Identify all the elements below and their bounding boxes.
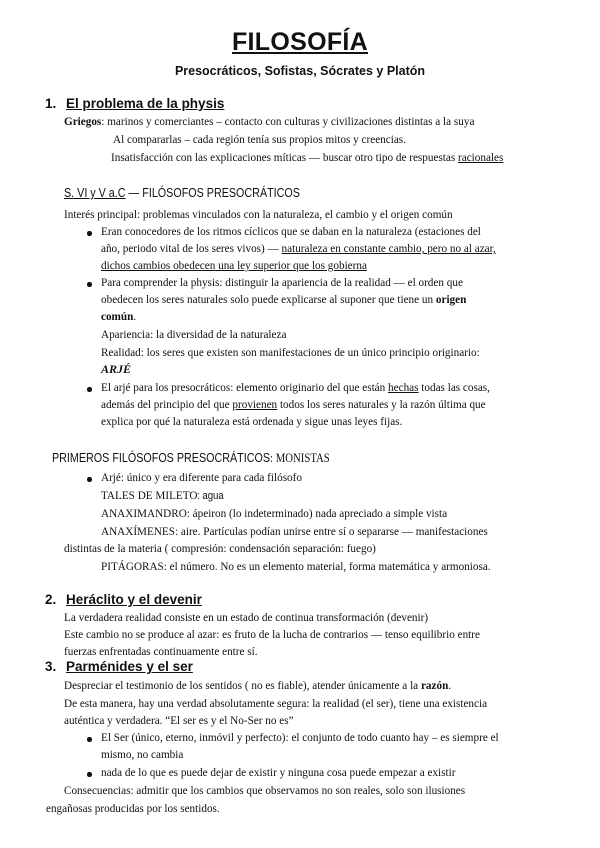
text-span: además del principio del que [101, 399, 233, 411]
text-line: distintas de la materia ( compresión: condensación separación: fuego) [64, 543, 376, 555]
bullet-icon [87, 477, 92, 482]
text-span: año, periodo vital de los seres vivos) — [101, 243, 282, 255]
bullet-icon [87, 282, 92, 287]
text-line [101, 489, 229, 503]
text-line [111, 151, 503, 165]
bold-term: común [101, 311, 134, 323]
text-line [101, 398, 486, 412]
page-title: FILOSOFÍA [231, 28, 369, 56]
text-line: El Ser (único, eterno, inmóvil y perfecto): el conjunto de todo cuanto hay – es siempre el [101, 732, 499, 744]
section-title: Parménides y el ser [66, 659, 193, 674]
section-title: El problema de la physis [66, 96, 225, 111]
text-line: PITÁGORAS: el número. No es un elemento material, forma matemática y armoniosa. [101, 561, 491, 573]
section-number: 2. [45, 592, 57, 607]
text-line: Arjé: único y era diferente para cada filósofo [101, 472, 302, 484]
section-title: Heráclito y el devenir [66, 592, 202, 607]
text-line [64, 115, 474, 129]
page-subtitle: Presocráticos, Sofistas, Sócrates y Platón [174, 64, 426, 78]
text-line [101, 242, 496, 256]
text-line: De esta manera, hay una verdad absolutamente segura: la realidad (el ser), tiene una existencia [64, 698, 488, 710]
text-line: Apariencia: la diversidad de la naturaleza [101, 329, 287, 341]
text-line [101, 293, 466, 307]
text-line: mismo, no cambia [101, 749, 184, 761]
bold-term: origen [435, 294, 467, 306]
bold-term: razón [420, 680, 449, 692]
text-line: auténtica y verdadera. “El ser es y el No-Ser no es” [64, 715, 294, 727]
subsection-label: : MONISTAS [270, 451, 330, 465]
text-span: todos los seres naturales y la razón última que [277, 399, 486, 411]
bullet-icon [87, 231, 92, 236]
bold-term: Griegos [64, 116, 102, 128]
text-span: El arjé para los presocráticos: elemento originario del que están [101, 382, 389, 394]
philosopher-arje: : agua [197, 490, 225, 502]
text-line [64, 679, 451, 693]
section-2-heading [45, 592, 202, 607]
text-line: Realidad: los seres que existen son manifestaciones de un único principio originario: [101, 347, 480, 359]
underlined-term: hechas [388, 382, 419, 394]
text-line: Al compararlas – cada región tenía sus propios mitos y creencias. [113, 134, 406, 146]
section-number: 1. [45, 96, 57, 111]
text-line: Interés principal: problemas vinculados con la naturaleza, el cambio y el origen común [64, 209, 453, 221]
date-range: S. VI y V a.C [64, 186, 126, 200]
underlined-term: naturaleza en constante cambio, pero no al azar, [281, 243, 496, 255]
text-line: Para comprender la physis: distinguir la apariencia de la realidad — el orden que [101, 277, 463, 289]
text-line: ANAXÍMENES: aire. Partículas podían unirse entre sí o separarse — manifestaciones [101, 526, 488, 538]
text-line: Este cambio no se produce al azar: es fruto de la lucha de contrarios — tenso equilibrio entre [64, 629, 480, 641]
text-span: Insatisfacción con las explicaciones míticas — buscar otro tipo de respuestas [111, 152, 459, 164]
philosopher-name: TALES DE MILETO [101, 490, 198, 502]
section-3-heading [45, 659, 193, 674]
text-span: . [133, 311, 137, 323]
text-line: La verdadera realidad consiste en un estado de continua transformación (devenir) [64, 612, 429, 624]
text-line: fuerzas enfrentadas continuamente entre sí. [64, 646, 258, 658]
underlined-term: racionales [458, 152, 504, 164]
bullet-icon [87, 772, 92, 777]
section-1-heading [45, 96, 224, 111]
text-line [101, 381, 490, 395]
arje-term: ARJÉ [101, 362, 132, 376]
text-line: dichos cambios obedecen una ley superior que los gobierna [101, 260, 367, 272]
section-number: 3. [45, 659, 57, 674]
text-line: nada de lo que es puede dejar de existir y ninguna cosa puede empezar a existir [101, 767, 456, 779]
text-span: obedecen los seres naturales solo puede explicarse al suponer que tiene un [101, 294, 436, 306]
bullet-icon [87, 387, 92, 392]
text-span: todas las cosas, [418, 382, 490, 394]
subsection-heading [64, 186, 300, 200]
text-line: Eran conocedores de los ritmos cíclicos que se daban en la naturaleza (estaciones del [101, 226, 481, 238]
text-line [101, 310, 136, 324]
text-span: : marinos y comerciantes – contacto con culturas y civilizaciones distintas a la suya [101, 116, 475, 128]
text-span: Despreciar el testimonio de los sentidos ( no es fiable), atender únicamente a la [64, 680, 421, 692]
subsection-title: PRIMEROS FILÓSOFOS PRESOCRÁTICOS [52, 451, 271, 465]
text-span: . [448, 680, 452, 692]
text-line: explica por qué la naturaleza está ordenada y sigue unas leyes fijas. [101, 416, 403, 428]
text-line: ANAXIMANDRO: ápeiron (lo indeterminado) nada apreciado a simple vista [101, 508, 448, 520]
text-line: Consecuencias: admitir que los cambios que observamos no son reales, solo son ilusiones [64, 785, 466, 797]
subsection-heading [52, 451, 330, 466]
bullet-icon [87, 737, 92, 742]
underlined-term: provienen [232, 399, 278, 411]
subsection-title: — FILÓSOFOS PRESOCRÁTICOS [125, 186, 300, 200]
text-line: engañosas producidas por los sentidos. [46, 803, 220, 815]
